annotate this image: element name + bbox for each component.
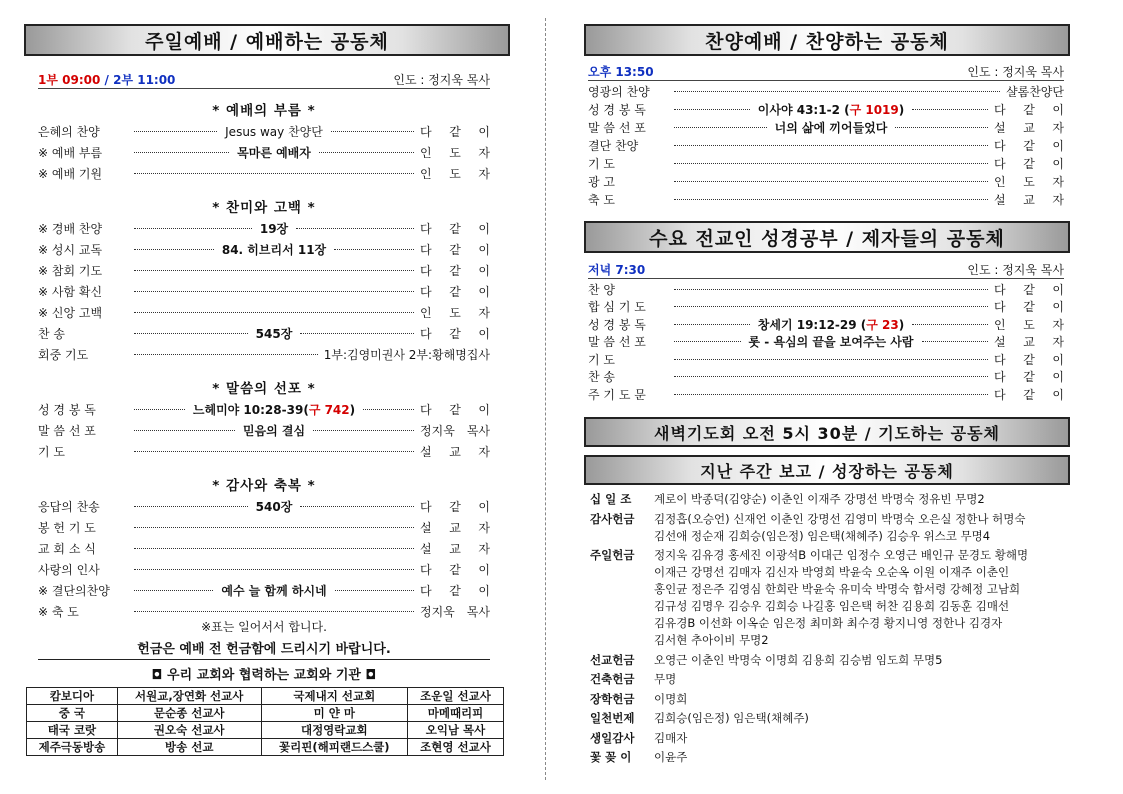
report-entry <box>590 491 1070 508</box>
order-item-person: 다 같 이 <box>420 583 490 598</box>
content-text: 목마른 예배자 <box>237 145 311 160</box>
order-item-label: 기 도 <box>588 156 615 171</box>
report-category: 건축헌금 <box>590 672 635 686</box>
dot-leader <box>134 291 414 292</box>
content-text: 예수 늘 함께 하시네 <box>221 583 327 598</box>
dot-leader <box>134 228 252 229</box>
order-item-person: 샬롬찬양단 <box>1006 84 1064 99</box>
order-item-label: 말 씀 선 포 <box>588 120 646 135</box>
report-category: 꽃 꽂 이 <box>590 750 632 764</box>
order-row <box>38 323 490 343</box>
dot-leader <box>895 127 988 128</box>
report-entry <box>590 511 1070 545</box>
dot-leader <box>674 91 1000 92</box>
dot-leader <box>674 109 750 110</box>
sunday-service-info <box>38 72 490 89</box>
content-text: 이사야 43:1-2 ( <box>757 102 850 117</box>
order-item-label: ※ 사함 확신 <box>38 284 103 299</box>
partner-cell: 문순종 선교사 <box>117 705 261 722</box>
dot-leader <box>335 590 414 591</box>
order-item-label: ※ 신앙 고백 <box>38 305 103 320</box>
dot-leader <box>300 333 414 334</box>
dot-leader <box>674 341 741 342</box>
order-row <box>38 580 490 600</box>
dot-leader <box>134 312 414 313</box>
order-row <box>38 517 490 537</box>
content-text: 84. 히브리서 11장 <box>221 242 327 257</box>
content-text: 느헤미야 10:28-39( <box>192 402 309 417</box>
order-item-label: ※ 성시 교독 <box>38 242 103 257</box>
order-item-person: 다 같 이 <box>420 221 491 236</box>
dot-leader <box>674 324 750 325</box>
first-service-time: 1부 09:00 <box>38 73 101 87</box>
standing-note: ※표는 일어서서 합니다. <box>201 620 327 634</box>
report-line: 김서현 추아이비 무명2 <box>654 633 769 647</box>
report-entry <box>590 730 1070 747</box>
dot-leader <box>674 289 988 290</box>
partner-cell: 서원교,장연화 선교사 <box>117 688 261 705</box>
section-title: * 예배의 부름 * <box>212 103 316 119</box>
order-item-person: 인 도 자 <box>420 166 490 181</box>
dot-leader <box>674 199 988 200</box>
order-item-person: 인 도 자 <box>994 317 1064 332</box>
order-item-person: 인 도 자 <box>420 305 490 320</box>
partner-cell: 방송 선교 <box>117 739 261 756</box>
order-row <box>38 239 490 259</box>
leader-label: 인도 : 정지욱 목사 <box>393 73 490 87</box>
report-names <box>654 749 687 766</box>
content-text: Jesus way 찬양단 <box>225 124 323 139</box>
order-item-content <box>219 582 328 599</box>
order-row <box>38 121 490 141</box>
order-item-label: 기 도 <box>588 352 615 367</box>
partner-cell: 조현영 선교사 <box>408 739 504 756</box>
dot-leader <box>674 394 988 395</box>
weekly-report-header: 지난 주간 보고 / 성장하는 공동체 <box>584 455 1070 485</box>
order-item-label: 찬 양 <box>588 282 615 297</box>
dot-leader <box>334 249 414 250</box>
order-item-person: 다 같 이 <box>994 282 1064 297</box>
partner-cell: 대정영락교회 <box>261 722 407 739</box>
report-line: 김규성 김명우 김승우 김희승 나길홍 임은택 허찬 김용희 김동훈 김매선 <box>654 599 1010 613</box>
partners-table <box>26 687 504 756</box>
order-row <box>588 384 1064 404</box>
order-row <box>588 171 1064 191</box>
order-row <box>38 559 490 579</box>
report-names <box>654 691 687 708</box>
section-title: * 감사와 축복 * <box>212 478 316 494</box>
order-row <box>588 135 1064 155</box>
order-item-person: 다 같 이 <box>420 284 490 299</box>
report-line: 김유경B 이선화 이옥순 임은정 최미화 최수경 황지니영 정한나 김경자 <box>654 616 1003 630</box>
dot-leader <box>134 527 414 528</box>
report-category: 장학헌금 <box>590 691 635 706</box>
dot-leader <box>134 548 414 549</box>
dot-leader <box>674 181 988 182</box>
partner-cell: 미 얀 마 <box>261 705 407 722</box>
content-text: 롯 - 욕심의 끝을 보여주는 사람 <box>748 335 914 349</box>
report-names <box>654 652 942 669</box>
order-item-label: 말 씀 선 포 <box>588 335 646 349</box>
order-item-content <box>258 220 290 237</box>
order-item-person: 다 같 이 <box>994 138 1064 153</box>
order-item-content <box>254 325 295 342</box>
report-entry <box>590 652 1070 669</box>
order-item-person: 인 도 자 <box>420 145 491 160</box>
dot-leader <box>134 131 217 132</box>
dot-leader <box>134 173 414 174</box>
dot-leader <box>674 145 988 146</box>
dot-leader <box>674 359 988 360</box>
order-item-person: 설 교 자 <box>994 192 1064 207</box>
order-item-person: 다 같 이 <box>420 499 490 514</box>
wednesday-study-header: 수요 전교인 성경공부 / 제자들의 공동체 <box>584 221 1070 253</box>
partner-cell: 캄보디아 <box>27 688 118 705</box>
order-item-label: 응답의 찬송 <box>38 499 100 514</box>
content-text: 545장 <box>255 326 293 341</box>
report-entry <box>590 749 1070 766</box>
order-row <box>38 302 490 322</box>
report-entry <box>590 671 1070 688</box>
order-item-person: 설 교 자 <box>420 444 490 459</box>
partner-cell: 제주극동방송 <box>27 739 118 756</box>
partner-cell: 꽃리핀(해피랜드스쿨) <box>261 739 407 756</box>
dot-leader <box>674 163 988 164</box>
order-item-person: 설 교 자 <box>420 520 490 535</box>
order-item-label: 회중 기도 <box>38 347 89 362</box>
wednesday-leader: 인도 : 정지욱 목사 <box>967 263 1064 277</box>
order-item-content <box>756 316 906 333</box>
order-item-content <box>235 144 313 161</box>
report-line: 김희승(임은정) 임은택(채혜주) <box>654 711 809 725</box>
offering-note: 헌금은 예배 전 헌금함에 드리시기 바랍니다. <box>38 638 490 660</box>
report-names <box>654 671 676 688</box>
dot-leader <box>134 506 248 507</box>
order-item-person: 다 같 이 <box>420 124 490 139</box>
order-item-label: 봉 헌 기 도 <box>38 520 96 535</box>
partner-cell: 권오숙 선교사 <box>117 722 261 739</box>
partner-cell: 중 국 <box>27 705 118 722</box>
order-item-label: ※ 예배 부름 <box>38 145 103 160</box>
report-line: 김선애 정순재 김희승(임은정) 임은택(채혜주) 김승우 위스코 무명4 <box>654 528 991 543</box>
dot-leader <box>134 569 414 570</box>
praise-worship-header: 찬양예배 / 찬양하는 공동체 <box>584 24 1070 56</box>
content-text: 너의 삶에 끼어들었다 <box>774 120 888 135</box>
report-names <box>654 547 1028 649</box>
partners-title: ◘ 우리 교회와 협력하는 교회와 기관 ◘ <box>151 668 377 683</box>
service-times <box>38 71 175 88</box>
dawn-prayer-header: 새벽기도회 오전 5시 30분 / 기도하는 공동체 <box>584 417 1070 447</box>
dot-leader <box>134 249 214 250</box>
content-tail: ) <box>898 102 905 117</box>
dot-leader <box>134 270 414 271</box>
order-row <box>38 260 490 280</box>
order-item-content <box>254 498 295 515</box>
order-item-content <box>756 101 906 118</box>
report-names <box>654 710 809 727</box>
report-category: 주일헌금 <box>590 548 635 562</box>
sunday-worship-header: 주일예배 / 예배하는 공동체 <box>24 24 510 56</box>
order-item-label: 성 경 봉 독 <box>588 102 646 117</box>
order-item-label: 합 심 기 도 <box>588 300 646 314</box>
content-text: 540장 <box>255 499 293 514</box>
order-row <box>38 538 490 558</box>
partner-row <box>27 739 504 756</box>
order-item-person: 다 같 이 <box>420 562 490 577</box>
order-item-person: 설 교 자 <box>994 120 1064 135</box>
order-item-label: 찬 송 <box>38 326 65 341</box>
report-entry <box>590 547 1070 649</box>
report-entry <box>590 691 1070 708</box>
report-line: 홍인균 정은주 김영심 한희란 박윤숙 유미숙 박명숙 함서령 강혜정 고남희 <box>654 582 1021 596</box>
order-item-label: 은혜의 찬양 <box>38 124 100 139</box>
partner-cell: 조운일 선교사 <box>408 688 504 705</box>
report-category: 감사헌금 <box>590 511 635 526</box>
order-item-person: 설 교 자 <box>420 541 490 556</box>
report-line: 이재근 강명선 김매자 김신자 박영희 박윤숙 오순옥 이원 이재주 이춘인 <box>654 565 1010 579</box>
order-row <box>38 420 490 440</box>
page-divider <box>545 18 546 780</box>
order-item-person: 설 교 자 <box>994 335 1065 349</box>
wednesday-service-info <box>588 262 1064 279</box>
report-category: 십 일 조 <box>590 492 632 506</box>
order-item-person: 다 같 이 <box>994 370 1064 384</box>
partner-cell: 마메때리피 <box>408 705 504 722</box>
order-item-label: 교 회 소 식 <box>38 541 96 556</box>
order-item-person: 정지욱 목사 <box>420 423 491 438</box>
report-line: 무명 <box>654 672 677 686</box>
dot-leader <box>134 354 318 355</box>
section-title: * 찬미와 고백 * <box>212 200 316 216</box>
order-row <box>38 441 490 461</box>
report-line: 오영근 이춘인 박명숙 이명희 김용희 김승범 임도희 무명5 <box>654 652 943 667</box>
dot-leader <box>674 306 988 307</box>
order-item-label: 영광의 찬양 <box>588 84 650 99</box>
order-item-label: ※ 축 도 <box>38 604 79 619</box>
dot-leader <box>296 228 414 229</box>
report-line: 계로이 박종덕(김양순) 이춘인 이재주 강명선 박명숙 정유빈 무명2 <box>654 492 985 506</box>
order-item-person: 다 같 이 <box>420 326 490 341</box>
order-item-label: ※ 결단의찬양 <box>38 583 110 598</box>
partner-row <box>27 688 504 705</box>
report-names <box>654 491 985 508</box>
order-item-label: 기 도 <box>38 444 65 459</box>
second-service-time: 2부 11:00 <box>113 73 176 87</box>
dot-leader <box>134 333 248 334</box>
hymn-reference: 구 23 <box>866 317 899 332</box>
report-line: 이명희 <box>654 691 688 706</box>
report-line: 이윤주 <box>654 750 688 764</box>
order-row <box>38 142 490 162</box>
dot-leader <box>134 430 235 431</box>
report-line: 김매자 <box>654 730 688 745</box>
dot-leader <box>922 341 989 342</box>
hymn-reference: 구 1019 <box>849 102 899 117</box>
order-row <box>38 344 490 364</box>
partner-cell: 국제내지 선교회 <box>261 688 407 705</box>
dot-leader <box>319 152 414 153</box>
order-item-label: ※ 예배 기원 <box>38 166 103 181</box>
order-item-label: 말 씀 선 포 <box>38 423 96 438</box>
order-item-person: 다 같 이 <box>994 102 1065 117</box>
hymn-reference: 구 742 <box>308 402 350 417</box>
order-row <box>38 399 490 419</box>
report-names <box>654 511 1025 545</box>
order-item-label: 성 경 봉 독 <box>588 317 646 332</box>
order-row <box>38 496 490 516</box>
order-item-person: 다 같 이 <box>994 300 1064 314</box>
report-category: 생일감사 <box>590 730 635 745</box>
dot-leader <box>912 109 988 110</box>
content-tail: ) <box>349 402 356 417</box>
order-item-label: 사랑의 인사 <box>38 562 100 577</box>
report-category: 선교헌금 <box>590 652 635 667</box>
dot-leader <box>674 376 988 377</box>
order-item-label: ※ 참회 기도 <box>38 263 103 278</box>
order-item-content <box>220 241 328 258</box>
order-item-person: 다 같 이 <box>994 352 1064 367</box>
order-item-label: 찬 송 <box>588 370 615 384</box>
service-time-separator: / <box>104 73 109 87</box>
dot-leader <box>134 152 229 153</box>
order-row <box>588 189 1064 209</box>
report-category: 일천번제 <box>590 711 635 725</box>
report-names <box>654 730 687 747</box>
order-item-person: 정지욱 목사 <box>420 604 490 619</box>
order-row <box>588 153 1064 173</box>
order-item-person: 다 같 이 <box>994 387 1064 402</box>
order-item-person: 다 같 이 <box>420 263 490 278</box>
order-item-label: 성 경 봉 독 <box>38 402 96 417</box>
order-item-label: 축 도 <box>588 192 615 207</box>
order-row <box>588 81 1064 101</box>
dot-leader <box>313 430 414 431</box>
dot-leader <box>134 590 213 591</box>
order-row <box>38 163 490 183</box>
content-text: 19장 <box>259 221 289 236</box>
dot-leader <box>331 131 414 132</box>
order-item-content <box>773 119 890 136</box>
dot-leader <box>134 611 414 612</box>
wednesday-time: 저녁 7:30 <box>588 263 646 277</box>
praise-service-info <box>588 64 1064 81</box>
order-row <box>588 99 1064 119</box>
report-entry <box>590 710 1070 727</box>
dot-leader <box>912 324 988 325</box>
dot-leader <box>134 409 185 410</box>
report-line: 김정흡(오승언) 신재언 이춘인 강명선 김영미 박명숙 오은실 정한나 허명숙 <box>654 511 1026 526</box>
dot-leader <box>674 127 767 128</box>
section-title: * 말씀의 선포 * <box>212 381 316 397</box>
order-item-label: 결단 찬양 <box>588 138 639 153</box>
order-item-content <box>191 401 357 418</box>
praise-leader: 인도 : 정지욱 목사 <box>967 65 1064 79</box>
dot-leader <box>363 409 414 410</box>
order-item-person: 다 같 이 <box>420 402 491 417</box>
order-row <box>38 218 490 238</box>
partner-row <box>27 722 504 739</box>
report-line: 정지욱 김유경 홍세진 이광석B 이대근 임정수 오영근 배인규 문경도 황해명 <box>654 548 1029 562</box>
content-text: 창세기 19:12-29 ( <box>757 317 867 332</box>
partner-row <box>27 705 504 722</box>
order-item-content <box>241 422 307 439</box>
order-item-content <box>747 333 916 350</box>
dot-leader <box>300 506 414 507</box>
order-item-content <box>223 123 325 140</box>
order-item-person: 1부:김영미권사 2부:황해명집사 <box>323 347 490 362</box>
content-text: 믿음의 결심 <box>242 423 306 438</box>
partner-cell: 태국 코랏 <box>27 722 118 739</box>
order-item-label: ※ 경배 찬양 <box>38 221 103 236</box>
content-tail: ) <box>898 317 905 332</box>
order-row <box>588 117 1064 137</box>
order-item-label: 광 고 <box>588 174 615 189</box>
order-row <box>38 281 490 301</box>
praise-time: 오후 13:50 <box>588 65 654 79</box>
order-item-person: 다 같 이 <box>420 242 490 257</box>
order-item-label: 주 기 도 문 <box>588 387 646 402</box>
partner-cell: 오익남 목사 <box>408 722 504 739</box>
order-item-person: 다 같 이 <box>994 156 1064 171</box>
order-item-person: 인 도 자 <box>994 174 1064 189</box>
dot-leader <box>134 451 414 452</box>
